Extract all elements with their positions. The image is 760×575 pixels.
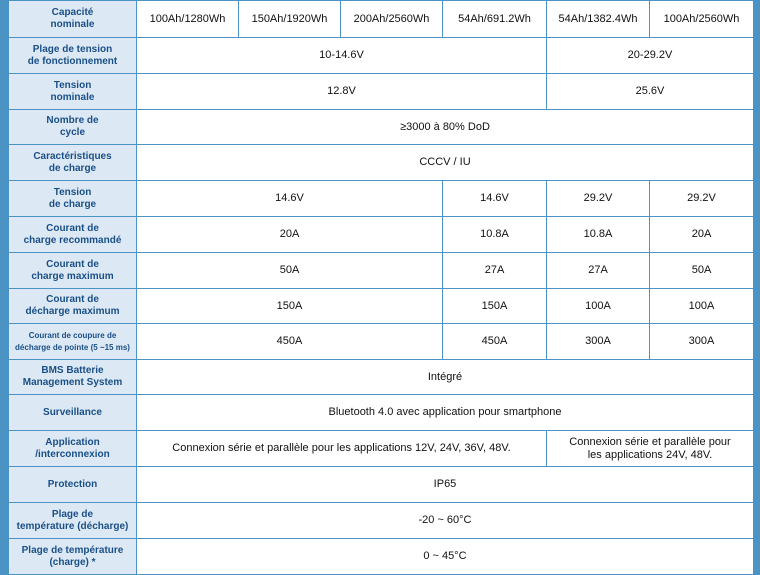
cell-courant-decharge-max-2: 150A <box>443 289 547 324</box>
cell-coupure-pointe-3: 300A <box>547 324 650 360</box>
cell-temp-charge: 0 ~ 45°C <box>137 539 754 575</box>
cell-application-24v: Connexion série et parallèle pour les applications 24V, 48V. <box>547 431 754 467</box>
table-row-temp-charge <box>9 539 754 575</box>
table-row-temp-decharge <box>9 503 754 539</box>
table-row-bms <box>9 360 754 395</box>
table-row-protection <box>9 467 754 503</box>
cell-tension-charge-4: 29.2V <box>650 181 754 217</box>
cell-surveillance: Bluetooth 4.0 avec application pour smartphone <box>137 395 754 431</box>
table-row-surveillance <box>9 395 754 431</box>
cell-courant-charge-max-2: 27A <box>443 253 547 289</box>
row-label-temp-charge: Plage de température (charge) * <box>9 539 137 575</box>
cell-coupure-pointe-4: 300A <box>650 324 754 360</box>
cell-capacite-4: 54Ah/691.2Wh <box>443 1 547 38</box>
cell-courant-decharge-max-3: 100A <box>547 289 650 324</box>
row-label-capacite: Capacité nominale <box>9 1 137 38</box>
row-label-surveillance: Surveillance <box>9 395 137 431</box>
row-label-tension-charge: Tension de charge <box>9 181 137 217</box>
row-label-courant-charge-max: Courant de charge maximum <box>9 253 137 289</box>
row-label-nombre-cycle: Nombre de cycle <box>9 110 137 145</box>
table-row-tension-charge <box>9 181 754 217</box>
cell-courant-decharge-max-1: 150A <box>137 289 443 324</box>
cell-tension-charge-3: 29.2V <box>547 181 650 217</box>
cell-capacite-5: 54Ah/1382.4Wh <box>547 1 650 38</box>
cell-tension-nominale-12v: 12.8V <box>137 74 547 110</box>
cell-courant-recommande-2: 10.8A <box>443 217 547 253</box>
row-label-courant-decharge-max: Courant de décharge maximum <box>9 289 137 324</box>
cell-capacite-2: 150Ah/1920Wh <box>239 1 341 38</box>
table-row-tension-nominale <box>9 74 754 110</box>
cell-courant-recommande-3: 10.8A <box>547 217 650 253</box>
cell-courant-charge-max-3: 27A <box>547 253 650 289</box>
cell-capacite-3: 200Ah/2560Wh <box>341 1 443 38</box>
table-row-nombre-cycle <box>9 110 754 145</box>
cell-temp-decharge: -20 ~ 60°C <box>137 503 754 539</box>
cell-courant-charge-max-1: 50A <box>137 253 443 289</box>
table-row-plage-tension <box>9 38 754 74</box>
cell-caracteristiques: CCCV / IU <box>137 145 754 181</box>
row-label-temp-decharge: Plage de température (décharge) <box>9 503 137 539</box>
row-label-coupure-pointe: Courant de coupure de décharge de pointe (5 ~15 ms) <box>9 324 137 360</box>
table-row-caracteristiques <box>9 145 754 181</box>
row-label-caracteristiques: Caractéristiques de charge <box>9 145 137 181</box>
table-row-coupure-pointe <box>9 324 754 360</box>
table-row-application <box>9 431 754 467</box>
row-label-bms: BMS Batterie Management System <box>9 360 137 395</box>
cell-capacite-6: 100Ah/2560Wh <box>650 1 754 38</box>
cell-capacite-1: 100Ah/1280Wh <box>137 1 239 38</box>
table-row-courant-charge-max <box>9 253 754 289</box>
cell-courant-decharge-max-4: 100A <box>650 289 754 324</box>
cell-nombre-cycle: ≥3000 à 80% DoD <box>137 110 754 145</box>
table-row-capacite <box>9 1 754 38</box>
cell-tension-charge-2: 14.6V <box>443 181 547 217</box>
table-row-courant-recommande <box>9 217 754 253</box>
row-label-courant-recommande: Courant de charge recommandé <box>9 217 137 253</box>
cell-plage-tension-24v: 20-29.2V <box>547 38 754 74</box>
row-label-application: Application /interconnexion <box>9 431 137 467</box>
cell-courant-charge-max-4: 50A <box>650 253 754 289</box>
cell-bms: Intégré <box>137 360 754 395</box>
cell-coupure-pointe-1: 450A <box>137 324 443 360</box>
cell-courant-recommande-1: 20A <box>137 217 443 253</box>
cell-protection: IP65 <box>137 467 754 503</box>
cell-application-12v: Connexion série et parallèle pour les applications 12V, 24V, 36V, 48V. <box>137 431 547 467</box>
row-label-plage-tension: Plage de tension de fonctionnement <box>9 38 137 74</box>
cell-tension-nominale-24v: 25.6V <box>547 74 754 110</box>
table-row-courant-decharge-max <box>9 289 754 324</box>
cell-plage-tension-12v: 10-14.6V <box>137 38 547 74</box>
cell-coupure-pointe-2: 450A <box>443 324 547 360</box>
row-label-protection: Protection <box>9 467 137 503</box>
cell-courant-recommande-4: 20A <box>650 217 754 253</box>
cell-tension-charge-1: 14.6V <box>137 181 443 217</box>
row-label-tension-nominale: Tension nominale <box>9 74 137 110</box>
battery-spec-table <box>8 0 754 575</box>
